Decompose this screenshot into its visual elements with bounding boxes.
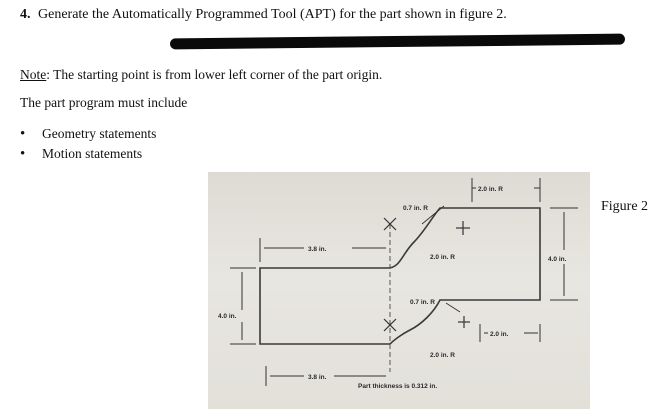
dim-top-right-radius: 2.0 in. R (478, 186, 503, 193)
part-thickness-note: Part thickness is 0.312 in. (358, 383, 438, 390)
note-label: Note (20, 67, 47, 82)
dim-top-width: 2.0 in. R (430, 254, 455, 261)
figure-drawing (208, 172, 590, 409)
dim-right-height: 4.0 in. (548, 256, 567, 263)
dim-left-height: 4.0 in. (218, 313, 237, 320)
question-number: 4. (20, 7, 31, 22)
bullet-icon: • (20, 125, 26, 142)
figure-label: Figure 2 (601, 199, 649, 214)
question-heading (20, 7, 507, 23)
dim-bottom-arc-radius: 0.7 in. R (410, 299, 435, 306)
list-item-label: Motion statements (42, 146, 143, 161)
list-item (20, 144, 156, 164)
dim-bottom-width: 3.8 in. (308, 374, 327, 381)
list-item-label: Geometry statements (42, 126, 157, 141)
dim-bottom-radius: 2.0 in. R (430, 352, 455, 359)
dim-left-width: 3.8 in. (308, 246, 327, 253)
center-mark (384, 218, 470, 331)
part-outline (260, 208, 540, 344)
requirement-text: The part program must include (20, 95, 188, 110)
bullet-icon: • (20, 145, 26, 162)
dim-top-arc-radius: 0.7 in. R (403, 205, 428, 212)
dimension-line (480, 324, 540, 342)
note-line (20, 67, 382, 83)
dimension-line (230, 268, 256, 344)
dimension-line (550, 208, 578, 300)
dim-bottom-right-width: 2.0 in. (490, 331, 509, 338)
note-text: : The starting point is from lower left corner of the part origin. (46, 67, 383, 82)
redacted-line (170, 34, 625, 50)
question-text: Generate the Automatically Programmed Tool (APT) for the part shown in figure 2. (38, 7, 507, 22)
requirement-list (20, 124, 156, 164)
list-item (20, 124, 156, 144)
